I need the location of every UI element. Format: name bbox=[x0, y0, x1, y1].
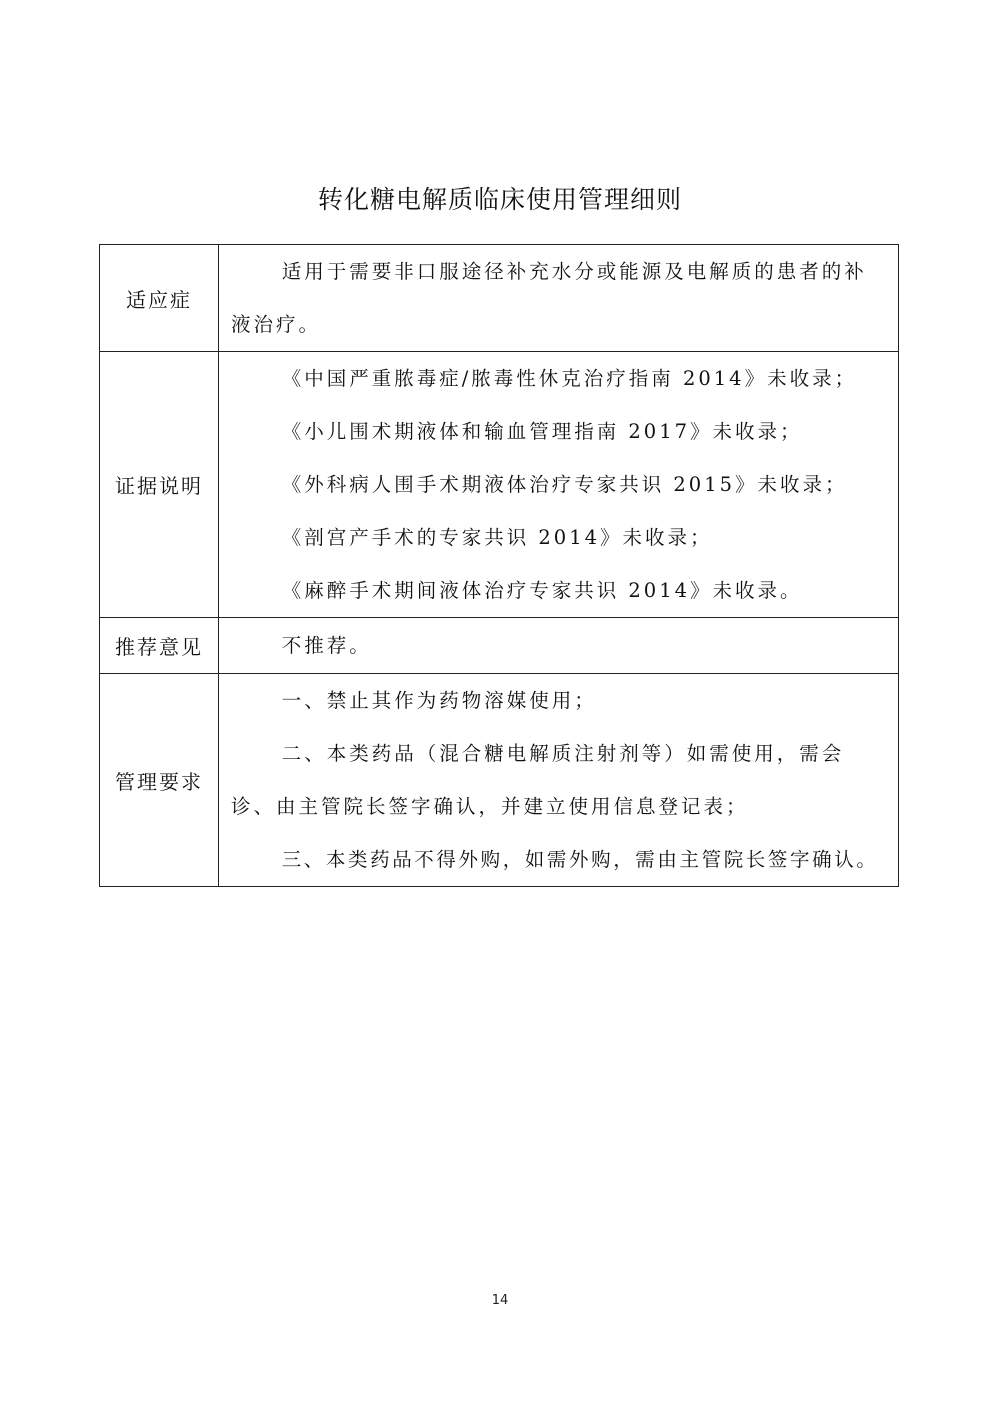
management-label: 管理要求 bbox=[100, 674, 219, 887]
evidence-item: 《麻醉手术期间液体治疗专家共识 2014》未收录。 bbox=[281, 579, 803, 602]
management-cell bbox=[219, 674, 899, 887]
evidence-item: 《小儿围术期液体和输血管理指南 2017》未收录； bbox=[281, 420, 803, 443]
rules-table bbox=[99, 244, 899, 887]
indication-label: 适应症 bbox=[100, 245, 219, 352]
indication-cell bbox=[219, 245, 899, 352]
table-row-indication bbox=[100, 245, 899, 352]
recommendation-text: 不推荐。 bbox=[281, 634, 372, 657]
evidence-label: 证据说明 bbox=[100, 352, 219, 618]
table-row-evidence bbox=[100, 352, 899, 618]
recommendation-cell bbox=[219, 618, 899, 674]
management-item: 二、本类药品（混合糖电解质注射剂等）如需使用，需会诊、由主管院长签字确认，并建立使用信息登记表； bbox=[231, 742, 845, 818]
document-title: 转化糖电解质临床使用管理细则 bbox=[317, 185, 682, 214]
indication-text: 适用于需要非口服途径补充水分或能源及电解质的患者的补液治疗。 bbox=[231, 260, 867, 336]
table-row-management bbox=[100, 674, 899, 887]
management-item: 三、本类药品不得外购，如需外购，需由主管院长签字确认。 bbox=[281, 848, 879, 871]
table-row-recommendation bbox=[100, 618, 899, 674]
evidence-cell bbox=[219, 352, 899, 618]
evidence-item: 《剖宫产手术的专家共识 2014》未收录； bbox=[281, 526, 713, 549]
page-number: 14 bbox=[491, 1293, 509, 1308]
evidence-item: 《中国严重脓毒症/脓毒性休克治疗指南 2014》未收录； bbox=[281, 367, 858, 390]
evidence-item: 《外科病人围手术期液体治疗专家共识 2015》未收录； bbox=[281, 473, 848, 496]
management-item: 一、禁止其作为药物溶媒使用； bbox=[281, 689, 597, 712]
recommendation-label: 推荐意见 bbox=[100, 618, 219, 674]
